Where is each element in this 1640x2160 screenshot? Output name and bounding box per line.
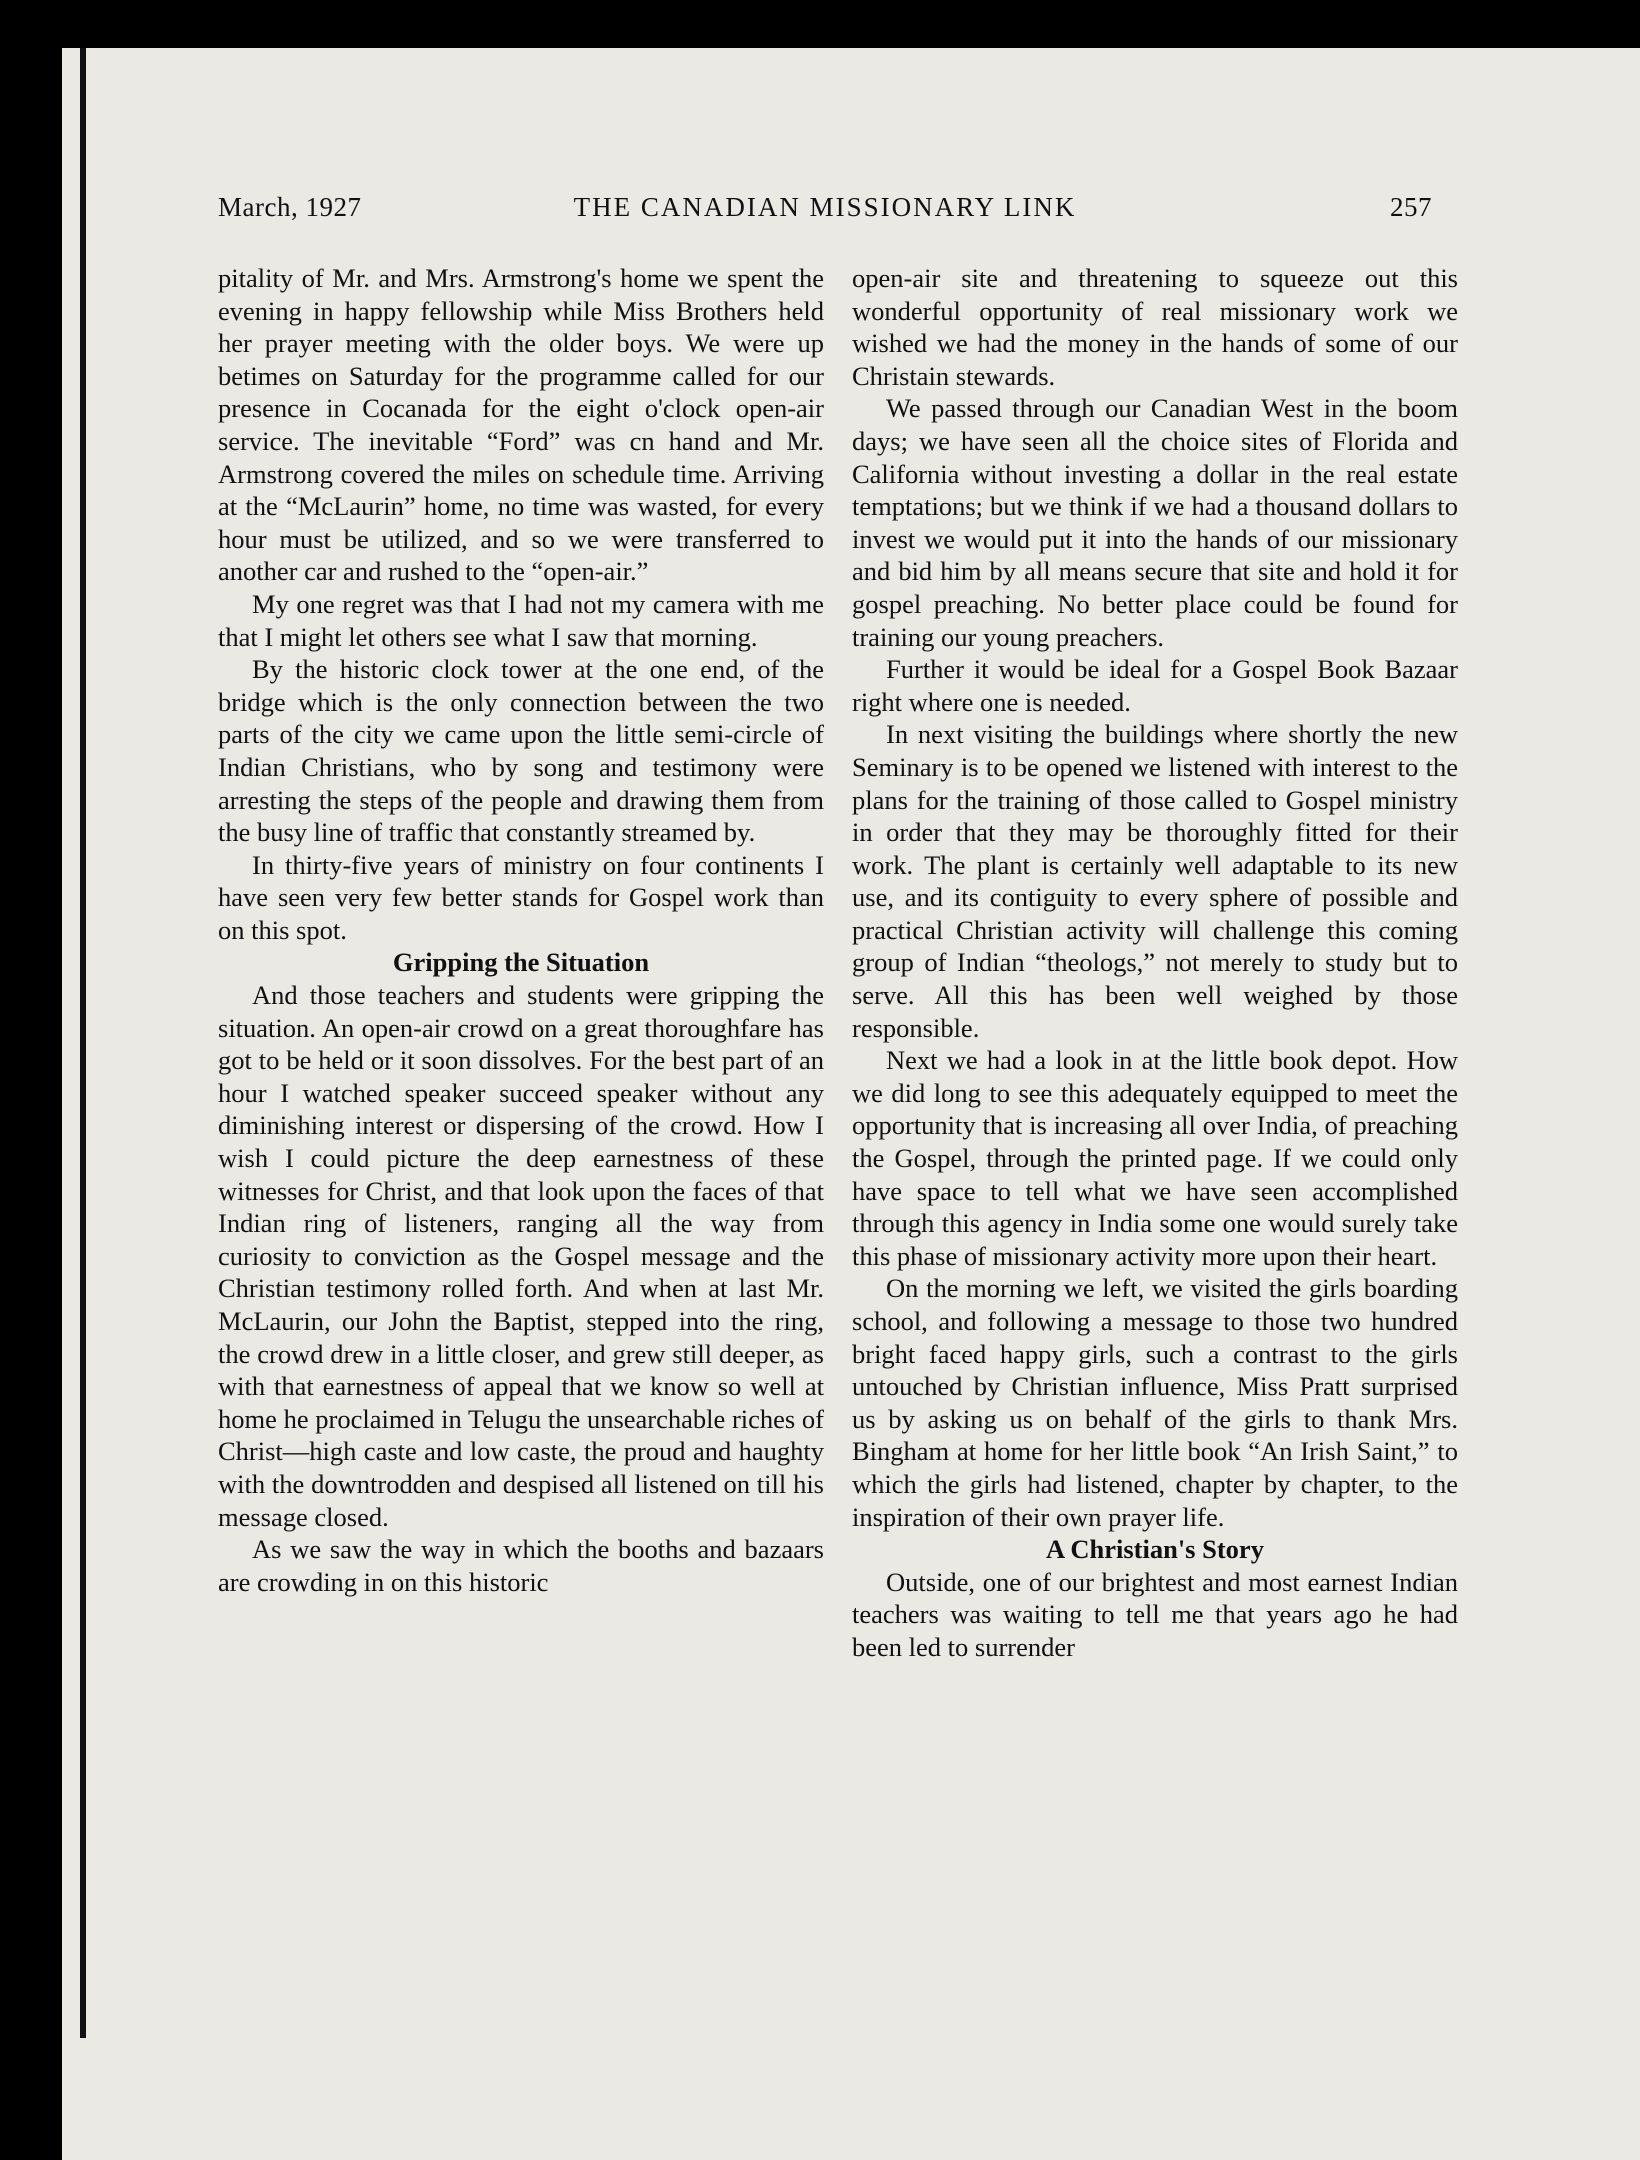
paragraph: We passed through our Canadian West in the boom days; we have seen all the choice sites of Florida and California without investing a dollar in the real estate temptations; but we think if we had a thousand dollars to invest we would put it into the hands of our missionary and bid him by all means secure that site and hold it for gospel preaching. No better place could be found for training our young preachers.: [852, 393, 1458, 652]
section-heading: Gripping the Situation: [392, 947, 650, 978]
paragraph: In thirty-five years of ministry on four continents I have seen very few better stands for Gospel work than on this spot.: [218, 849, 824, 945]
paragraph: Next we had a look in at the little book depot. How we did long to see this adequately equipped to meet the opportunity that is increasing all over India, of preaching the Gospel, through the printed page. If we could only have space to tell what we have seen accomplished through this agency in India some one would surely take this phase of missionary activity more upon their heart.: [852, 1045, 1458, 1271]
paragraph: And those teachers and students were gripping the situation. An open-air crowd on a great thoroughfare has got to be held or it soon dissolves. For the best part of an hour I watched speaker succeed speaker without any diminishing interest or dispersing of the crowd. How I wish I could picture the deep earnestness of these witnesses for Christ, and that look upon the faces of that Indian ring of listeners, ranging all the way from curiosity to conviction as the Gospel message and the Christian testimony rolled forth. And when at last Mr. McLaurin, our John the Baptist, stepped into the ring, the crowd drew in a little closer, and grew still deeper, as with that earnestness of appeal that we know so well at home he proclaimed in Telugu the unsearchable riches of Christ—high caste and low caste, the proud and haughty with the downtrodden and despised all listened on till his message closed.: [218, 980, 824, 1532]
paragraph: pitality of Mr. and Mrs. Armstrong's home we spent the evening in happy fellowship while Miss Brothers held her prayer meeting with the older boys. We were up betimes on Saturday for the programme called for our presence in Cocanada for the eight o'clock open-air service. The inevitable “Ford” was cn hand and Mr. Armstrong covered the miles on schedule time. Arriving at the “McLaurin” home, no time was wasted, for every hour must be utilized, and so we were transferred to another car and rushed to the “open-air.”: [218, 263, 824, 587]
paragraph: On the morning we left, we visited the girls boarding school, and following a message to those two hundred bright faced happy girls, such a contrast to the girls untouched by Christian influence, Miss Pratt surprised us by asking us on behalf of the girls to thank Mrs. Bingham at home for her little book “An Irish Saint,” to which the girls had listened, chapter by chapter, to the inspiration of their own prayer life.: [852, 1273, 1458, 1532]
paragraph: By the historic clock tower at the one end, of the bridge which is the only connection between the two parts of the city we came upon the little semi-circle of Indian Christians, who by song and testimony were arresting the steps of the people and drawing them from the busy line of traffic that constantly streamed by.: [218, 654, 824, 848]
paragraph: My one regret was that I had not my camera with me that I might let others see what I saw that morning.: [218, 588, 824, 652]
paragraph: Further it would be ideal for a Gospel Book Bazaar right where one is needed.: [852, 654, 1458, 717]
paragraph: In next visiting the buildings where shortly the new Seminary is to be opened we listened with interest to the plans for the training of those called to Gospel ministry in order that they may be thoroughly fitted for their work. The plant is certainly well adaptable to its new use, and its contiguity to every sphere of possible and practical Christian activity will challenge this coming group of Indian “theologs,” not merely to study but to serve. All this has been well weighed by those responsible.: [852, 719, 1458, 1043]
publication-title: THE CANADIAN MISSIONARY LINK: [573, 192, 1077, 222]
right-column: [852, 262, 1458, 1664]
paragraph: Outside, one of our brightest and most earnest Indian teachers was waiting to tell me that years ago he had been led to surrender: [852, 1566, 1458, 1662]
left-column: [218, 262, 824, 1598]
binding-line: [80, 48, 86, 2038]
paragraph: As we saw the way in which the booths and bazaars are crowding in on this historic: [218, 1534, 824, 1597]
issue-date: March, 1927: [218, 192, 362, 222]
paragraph: open-air site and threatening to squeeze out this wonderful opportunity of real missionary work we wished we had the money in the hands of some of our Christain stewards.: [852, 263, 1458, 391]
section-heading: A Christian's Story: [1046, 1534, 1264, 1565]
page-number: 257: [1390, 192, 1432, 222]
